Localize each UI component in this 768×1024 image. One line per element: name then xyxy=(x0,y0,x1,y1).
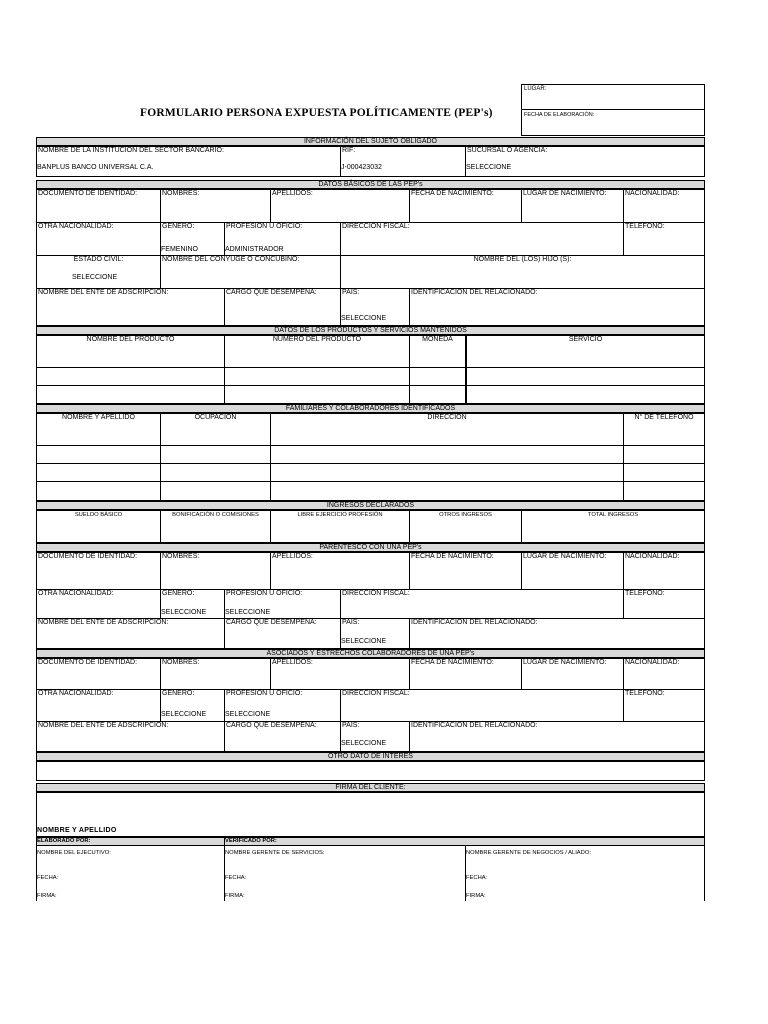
familiar-row-cell[interactable] xyxy=(36,445,161,464)
fecha-gerente-negocios-label: FECHA: xyxy=(466,875,488,881)
par-pais-label: PAÍS: xyxy=(342,619,360,626)
gerente-negocios-label: NOMBRE GERENTE DE NEGOCIOS / ALIADO: xyxy=(466,850,591,856)
col-nombre-producto: NOMBRE DEL PRODUCTO xyxy=(36,335,225,368)
producto-row-cell[interactable] xyxy=(465,367,705,386)
familiar-row-cell[interactable] xyxy=(36,463,161,482)
lugar-label: LUGAR: xyxy=(524,86,547,92)
familiar-row-cell[interactable] xyxy=(270,463,624,482)
par-apellidos-field[interactable]: APELLIDOS: xyxy=(270,552,410,590)
hijos-field[interactable]: NOMBRE DEL (LOS) HIJO (S): xyxy=(340,255,705,289)
section-asociados: ASOCIADOS Y ESTRECHOS COLABORADORES DE UNA PEP's xyxy=(36,649,705,658)
section-ingresos: INGRESOS DECLARADOS xyxy=(36,501,705,510)
col-sueldo-basico[interactable]: SUELDO BÁSICO xyxy=(36,510,161,543)
aso-otra-nacionalidad-field[interactable]: OTRA NACIONALIDAD: xyxy=(36,689,161,722)
familiar-row-cell[interactable] xyxy=(270,481,624,501)
familiar-row-cell[interactable] xyxy=(623,445,705,464)
profesion-select[interactable]: ADMINISTRADOR xyxy=(225,246,284,253)
sucursal-label: SUCURSAL O AGENCIA: xyxy=(467,147,548,154)
par-direccion-field[interactable]: DIRECCIÓN FISCAL: xyxy=(340,589,624,619)
par-pais-select[interactable]: SELECCIONE xyxy=(341,638,387,645)
divider xyxy=(704,837,705,901)
fecha-elaboracion-label: FECHA DE ELABORACIÓN: xyxy=(524,112,595,118)
aso-lugar-nacimiento-field[interactable]: LUGAR DE NACIMIENTO: xyxy=(521,658,624,690)
section-otro-dato: OTRO DATO DE INTERES xyxy=(36,752,705,761)
aso-relacionado-field[interactable]: IDENTIFICACIÓN DEL RELACIONADO: xyxy=(409,721,705,752)
familiar-row-cell[interactable] xyxy=(160,481,271,501)
otro-dato-field[interactable] xyxy=(36,761,705,781)
par-fecha-nacimiento-field[interactable]: FECHA DE NACIMIENTO: xyxy=(409,552,522,590)
col-direccion: DIRECCION xyxy=(270,413,624,446)
producto-row-cell[interactable] xyxy=(36,367,225,386)
aso-ente-field[interactable]: NOMBRE DEL ENTE DE ADSCRIPCIÓN: xyxy=(36,721,225,752)
elaboracion-band xyxy=(36,837,705,846)
institucion-label: NOMBRE DE LA INSTITUCIÓN DEL SECTOR BANCARIO: xyxy=(38,147,224,154)
estado-civil-field[interactable] xyxy=(36,255,161,289)
producto-row-cell[interactable] xyxy=(224,385,410,404)
familiar-row-cell[interactable] xyxy=(36,481,161,501)
sucursal-field[interactable] xyxy=(465,146,705,177)
rif-value: J-000423032 xyxy=(341,164,382,171)
form-title: FORMULARIO PERSONA EXPUESTA POLÍTICAMENTE (PEP's) xyxy=(140,107,493,119)
conyuge-field[interactable]: NOMBRE DEL CÓNYUGE O CONCUBINO: xyxy=(160,255,341,289)
aso-doc-identidad-field[interactable]: DOCUMENTO DE IDENTIDAD: xyxy=(36,658,161,690)
firma-gerente-servicios-label: FIRMA: xyxy=(225,893,245,899)
col-nombre-apellido: NOMBRE Y APELLIDO xyxy=(36,413,161,446)
divider xyxy=(522,109,704,110)
aso-pais-label: PAÍS: xyxy=(342,722,360,729)
producto-row-cell[interactable] xyxy=(409,385,466,404)
par-profesion-select[interactable]: SELECCIONE xyxy=(225,609,271,616)
col-bonificacion[interactable]: BONIFICACIÓN O COMISIONES xyxy=(160,510,271,543)
col-servicio: SERVICIO xyxy=(465,335,705,368)
familiar-row-cell[interactable] xyxy=(623,481,705,501)
aso-genero-label: GÉNERO: xyxy=(162,690,195,697)
aso-pais-select[interactable]: SELECCIONE xyxy=(341,740,387,747)
fecha-gerente-servicios-label: FECHA: xyxy=(225,875,247,881)
par-ente-field[interactable]: NOMBRE DEL ENTE DE ADSCRIPCIÓN: xyxy=(36,618,225,649)
col-total-ingresos[interactable]: TOTAL INGRESOS xyxy=(521,510,705,543)
section-productos: DATOS DE LOS PRODUCTOS Y SERVICIOS MANTENIDOS xyxy=(36,326,705,335)
col-otros-ingresos[interactable]: OTROS INGRESOS xyxy=(409,510,522,543)
col-moneda: MONEDA xyxy=(409,335,466,368)
par-relacionado-field[interactable]: IDENTIFICACIÓN DEL RELACIONADO: xyxy=(409,618,705,649)
aso-telefono-field[interactable]: TELÉFONO: xyxy=(623,689,705,722)
sucursal-select[interactable]: SELECCIONE xyxy=(466,164,512,171)
profesion-label: PROFESIÓN U OFICIO: xyxy=(226,223,303,230)
firma-ejecutivo-label: FIRMA: xyxy=(37,893,57,899)
par-telefono-field[interactable]: TELÉFONO: xyxy=(623,589,705,619)
col-libre-ejercicio[interactable]: LIBRE EJERCICIO PROFESIÓN xyxy=(270,510,410,543)
nacionalidad-field[interactable]: NACIONALIDAD: xyxy=(623,189,705,223)
par-doc-identidad-field[interactable]: DOCUMENTO DE IDENTIDAD: xyxy=(36,552,161,590)
par-lugar-nacimiento-field[interactable]: LUGAR DE NACIMIENTO: xyxy=(521,552,624,590)
par-profesion-label: PROFESIÓN U OFICIO: xyxy=(226,590,303,597)
telefono-field[interactable]: TELÉFONO: xyxy=(623,222,705,256)
familiar-row-cell[interactable] xyxy=(160,445,271,464)
par-cargo-field[interactable]: CARGO QUE DESEMPEÑA: xyxy=(224,618,341,649)
par-genero-label: GÉNERO: xyxy=(162,590,195,597)
section-familiares: FAMILIARES Y COLABORADORES IDENTIFICADOS xyxy=(36,404,705,413)
ejecutivo-label: NOMBRE DEL EJECUTIVO: xyxy=(37,850,111,856)
relacionado-field[interactable]: IDENTIFICACIÓN DEL RELACIONADO: xyxy=(409,288,705,326)
institucion-value: BANPLUS BANCO UNIVERSAL C.A. xyxy=(37,164,154,171)
verificado-por-label: VERIFICADO POR: xyxy=(225,838,277,844)
firma-cliente-area[interactable] xyxy=(36,792,705,837)
firma-gerente-negocios-label: FIRMA: xyxy=(466,893,486,899)
section-parentesco: PARENTESCO CON UNA PEP's xyxy=(36,543,705,552)
rif-label: RIF: xyxy=(342,147,356,154)
par-otra-nacionalidad-field[interactable]: OTRA NACIONALIDAD: xyxy=(36,589,161,619)
aso-genero-select[interactable]: SELECCIONE xyxy=(161,711,207,718)
aso-apellidos-field[interactable]: APELLIDOS: xyxy=(270,658,410,690)
familiar-row-cell[interactable] xyxy=(623,463,705,482)
familiar-row-cell[interactable] xyxy=(270,445,624,464)
aso-nombres-field[interactable]: NOMBRES: xyxy=(160,658,271,690)
lugar-nacimiento-field[interactable]: LUGAR DE NACIMIENTO: xyxy=(521,189,624,223)
producto-row-cell[interactable] xyxy=(465,385,705,404)
aso-profesion-label: PROFESIÓN U OFICIO: xyxy=(226,690,303,697)
aso-nacionalidad-field[interactable]: NACIONALIDAD: xyxy=(623,658,705,690)
gerente-servicios-label: NOMBRE GERENTE DE SERVICIOS: xyxy=(225,850,325,856)
familiar-row-cell[interactable] xyxy=(160,463,271,482)
pais-label: PAÍS: xyxy=(342,289,360,296)
fecha-ejecutivo-label: FECHA: xyxy=(37,875,59,881)
nombres-field[interactable]: NOMBRES: xyxy=(160,189,271,223)
par-nombres-field[interactable]: NOMBRES: xyxy=(160,552,271,590)
section-datos-basicos: DATOS BÁSICOS DE LAS PEP's xyxy=(36,180,705,189)
ente-adscripcion-field[interactable]: NOMBRE DEL ENTE DE ADSCRIPCIÓN: xyxy=(36,288,225,326)
rif-field[interactable] xyxy=(340,146,466,177)
pep-form xyxy=(36,137,706,901)
pais-select[interactable]: SELECCIONE xyxy=(341,315,387,322)
institucion-field[interactable] xyxy=(36,146,341,177)
col-ocupacion: OCUPACION xyxy=(160,413,271,446)
producto-row-cell[interactable] xyxy=(224,367,410,386)
fecha-nacimiento-field[interactable]: FECHA DE NACIMIENTO: xyxy=(409,189,522,223)
aso-fecha-nacimiento-field[interactable]: FECHA DE NACIMIENTO: xyxy=(409,658,522,690)
producto-row-cell[interactable] xyxy=(36,385,225,404)
doc-identidad-field[interactable]: DOCUMENTO DE IDENTIDAD: xyxy=(36,189,161,223)
nombre-apellido-label: NOMBRE Y APELLIDO xyxy=(37,827,117,834)
aso-profesion-select[interactable]: SELECCIONE xyxy=(225,711,271,718)
aso-cargo-field[interactable]: CARGO QUE DESEMPEÑA: xyxy=(224,721,341,752)
section-firma-cliente: FIRMA DEL CLIENTE: xyxy=(36,783,705,792)
elaborado-por-label: ELABORADO POR: xyxy=(37,838,91,844)
apellidos-field[interactable]: APELLIDOS: xyxy=(270,189,410,223)
direccion-fiscal-field[interactable]: DIRECCIÓN FISCAL: xyxy=(340,222,624,256)
genero-label: GÉNERO: xyxy=(162,223,195,230)
genero-select[interactable]: FEMENINO xyxy=(161,246,198,253)
aso-direccion-field[interactable]: DIRECCIÓN FISCAL: xyxy=(340,689,624,722)
lugar-fecha-box xyxy=(521,84,705,136)
section-sujeto-obligado: INFORMACIÓN DEL SUJETO OBLIGADO xyxy=(36,137,705,146)
par-nacionalidad-field[interactable]: NACIONALIDAD: xyxy=(623,552,705,590)
otra-nacionalidad-field[interactable]: OTRA NACIONALIDAD: xyxy=(36,222,161,256)
estado-civil-select[interactable]: SELECCIONE xyxy=(72,274,118,281)
cargo-field[interactable]: CARGO QUE DESEMPEÑA: xyxy=(224,288,341,326)
par-genero-select[interactable]: SELECCIONE xyxy=(161,609,207,616)
col-numero-producto: NUMERO DEL PRODUCTO xyxy=(224,335,410,368)
estado-civil-label: ESTADO CIVIL: xyxy=(73,256,124,263)
col-telefono: N° DE TELEFONO xyxy=(623,413,705,446)
producto-row-cell[interactable] xyxy=(409,367,466,386)
